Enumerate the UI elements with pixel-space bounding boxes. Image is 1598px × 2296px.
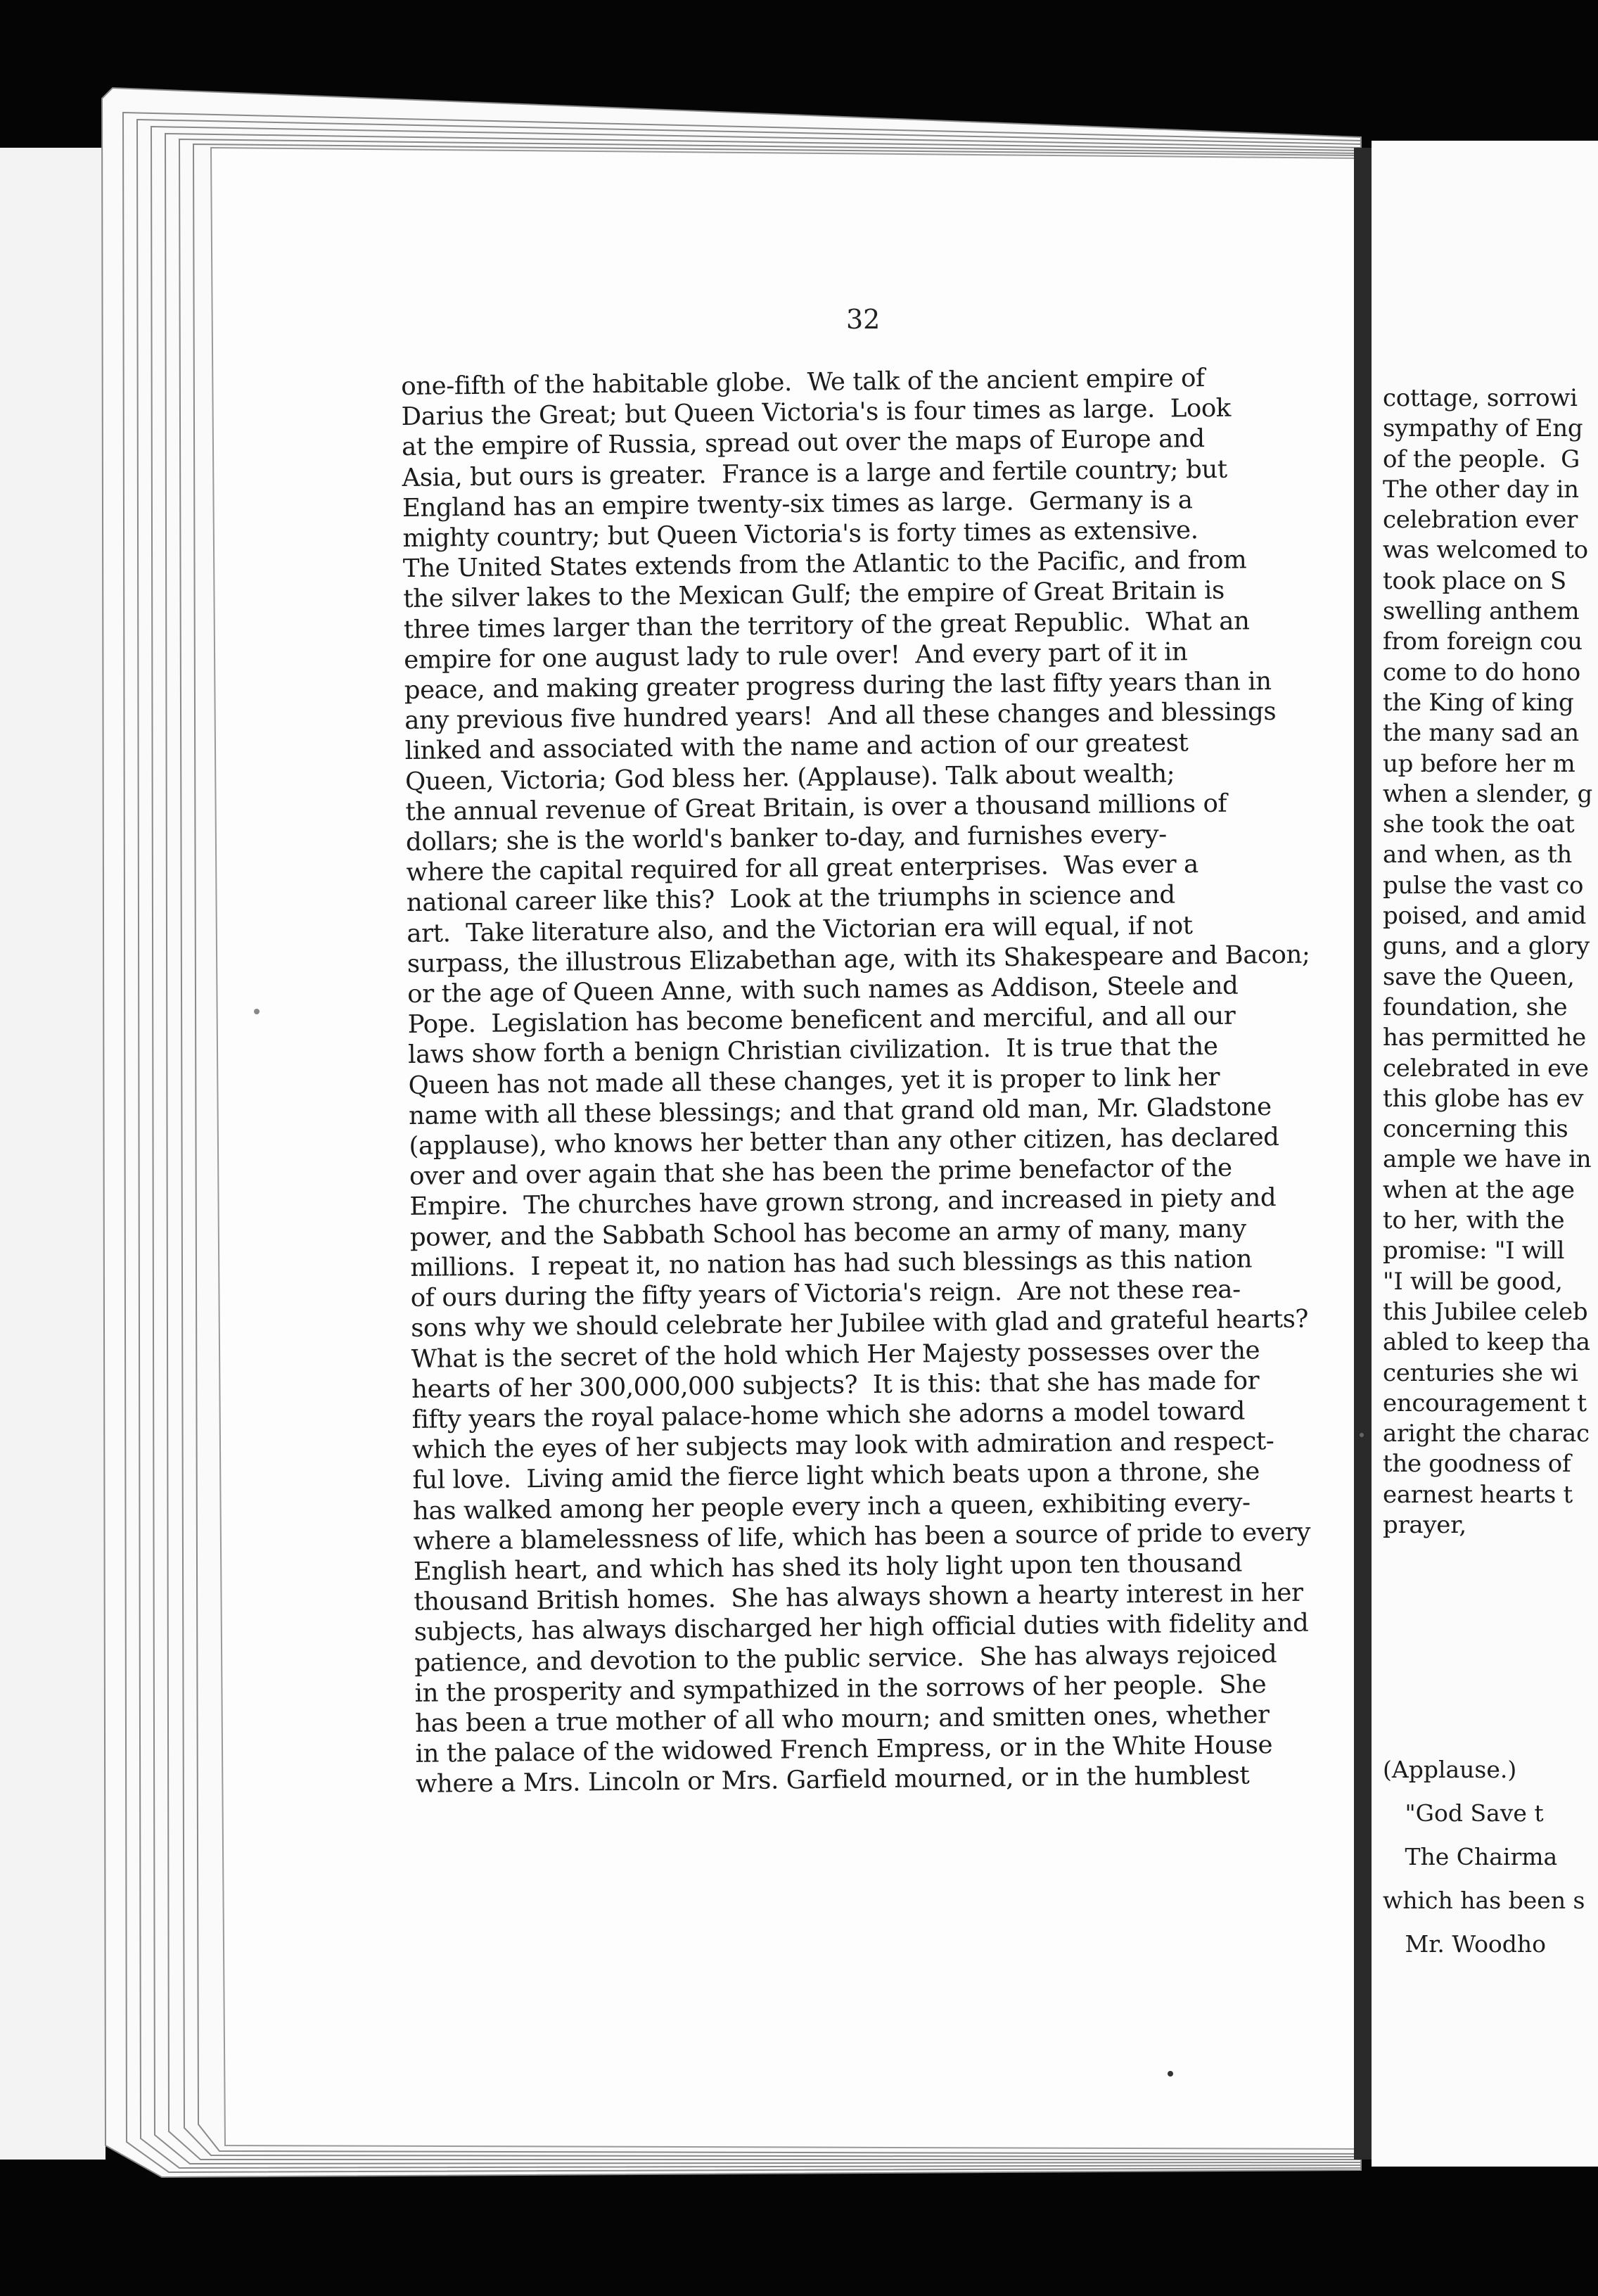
text-line: of ours during the fifty years of Victoria's reign. Are not these rea-: [410, 1275, 1241, 1313]
text-line: at the empire of Russia, spread out over the maps of Europe and: [401, 424, 1205, 462]
text-line: was welcomed to: [1383, 536, 1588, 565]
text-line: which the eyes of her subjects may look with admiration and respect-: [411, 1427, 1274, 1465]
text-line: Asia, but ours is greater. France is a large and fertile country; but: [402, 454, 1227, 492]
text-line: this Jubilee celeb: [1383, 1297, 1588, 1326]
text-line: or the age of Queen Anne, with such names as Addison, Steele and: [407, 971, 1239, 1009]
text-line: Queen has not made all these changes, yet it is proper to link her: [408, 1062, 1220, 1100]
text-line: any previous five hundred years! And all these changes and blessings: [404, 697, 1277, 736]
text-line: name with all these blessings; and that grand old man, Mr. Gladstone: [408, 1092, 1272, 1130]
text-line: (applause), who knows her better than any other citizen, has declared: [409, 1123, 1279, 1161]
text-line: foundation, she: [1383, 993, 1568, 1021]
text-line: this globe has ev: [1383, 1084, 1584, 1113]
text-line: promise: "I will: [1383, 1237, 1565, 1265]
text-line: three times larger than the territory of the great Republic. What an: [403, 606, 1250, 644]
text-line: empire for one august lady to rule over! And every part of it in: [404, 637, 1188, 675]
text-line: encouragement t: [1383, 1389, 1587, 1417]
text-line: laws show forth a benign Christian civilization. It is true that the: [407, 1032, 1218, 1070]
left-page-body-text: [401, 362, 1319, 1800]
text-line: save the Queen,: [1383, 962, 1575, 991]
text-line: millions. I repeat it, no nation has had such blessings as this nation: [410, 1244, 1253, 1282]
right-page-body-text: [1383, 383, 1592, 1541]
text-line: ful love. Living amid the fierce light which beats upon a throne, she: [412, 1457, 1260, 1495]
text-line: has been a true mother of all who mourn; and smitten ones, whether: [414, 1700, 1270, 1738]
text-line: centuries she wi: [1383, 1358, 1578, 1387]
text-line: guns, and a glory: [1383, 932, 1590, 961]
text-line: mighty country; but Queen Victoria's is forty times as extensive.: [402, 516, 1198, 554]
text-line: in the palace of the widowed French Empress, or in the White House: [415, 1730, 1273, 1769]
text-line: where a blamelessness of life, which has been a source of pride to every: [413, 1517, 1311, 1556]
text-line: fifty years the royal palace-home which she adorns a model toward: [411, 1396, 1246, 1434]
text-line: up before her m: [1383, 749, 1575, 778]
text-line: where the capital required for all great enterprises. Was ever a: [406, 850, 1199, 888]
text-line: the King of king: [1383, 688, 1574, 717]
text-line: peace, and making greater progress during the last fifty years than in: [404, 667, 1272, 706]
text-line: ample we have in: [1383, 1145, 1592, 1174]
text-line: pulse the vast co: [1383, 871, 1584, 900]
text-line: Mr. Woodho: [1383, 1930, 1547, 1958]
text-line: England has an empire twenty-six times as large. Germany is a: [402, 485, 1193, 523]
speck: [1360, 1433, 1364, 1437]
text-line: hearts of her 300,000,000 subjects? It is this: that she has made for: [411, 1366, 1260, 1404]
text-line: and when, as th: [1383, 841, 1572, 869]
text-line: come to do hono: [1383, 658, 1580, 687]
text-line: over and over again that she has been the prime benefactor of the: [409, 1153, 1232, 1192]
text-line: poised, and amid: [1383, 902, 1587, 931]
text-line: patience, and devotion to the public service. She has always rejoiced: [414, 1639, 1277, 1678]
text-line: dollars; she is the world's banker to-day, and furnishes every-: [405, 819, 1167, 857]
text-line: concerning this: [1383, 1115, 1568, 1144]
text-line: in the prosperity and sympathized in the sorrows of her people. She: [414, 1669, 1267, 1708]
text-line: swelling anthem: [1383, 597, 1580, 626]
text-line: thousand British homes. She has always shown a hearty interest in her: [414, 1578, 1303, 1617]
text-line: sympathy of Eng: [1383, 414, 1583, 443]
text-line: to her, with the: [1383, 1206, 1565, 1235]
text-line: "I will be good,: [1383, 1267, 1563, 1296]
text-line: aright the charac: [1383, 1420, 1590, 1448]
text-line: surpass, the illustrous Elizabethan age, with its Shakespeare and Bacon;: [407, 940, 1310, 978]
text-line: of the people. G: [1383, 445, 1580, 473]
text-line: which has been s: [1383, 1887, 1585, 1914]
text-line: celebration ever: [1383, 506, 1578, 535]
text-line: subjects, has always discharged her high official duties with fidelity and: [414, 1608, 1309, 1647]
text-line: one-fifth of the habitable globe. We talk of the ancient empire of: [401, 364, 1205, 401]
text-line: celebrated in eve: [1383, 1054, 1589, 1083]
text-line: Queen, Victoria; God bless her. (Applause). Talk about wealth;: [404, 759, 1175, 796]
text-line: national career like this? Look at the triumphs in science and: [406, 880, 1175, 918]
text-line: she took the oat: [1383, 810, 1575, 839]
text-line: What is the secret of the hold which Her Majesty possesses over the: [411, 1335, 1260, 1374]
text-line: cottage, sorrowi: [1383, 384, 1578, 412]
text-line: "God Save t: [1383, 1799, 1544, 1827]
text-line: power, and the Sabbath School has become an army of many, many: [409, 1214, 1246, 1252]
text-line: when at the age: [1383, 1175, 1575, 1204]
speck: [1168, 2071, 1173, 2077]
text-line: (Applause.): [1383, 1756, 1517, 1783]
text-line: the silver lakes to the Mexican Gulf; the empire of Great Britain is: [403, 576, 1225, 614]
text-line: took place on S: [1383, 566, 1566, 595]
text-line: abled to keep tha: [1383, 1328, 1590, 1357]
text-line: art. Take literature also, and the Victorian era will equal, if not: [407, 910, 1193, 948]
text-line: Pope. Legislation has become beneficent and merciful, and all our: [407, 1001, 1236, 1040]
text-line: has walked among her people every inch a queen, exhibiting every-: [412, 1487, 1251, 1526]
text-line: has permitted he: [1383, 1023, 1586, 1052]
text-line: from foreign cou: [1383, 627, 1583, 656]
text-line: The Chairma: [1383, 1843, 1558, 1870]
text-line: linked and associated with the name and action of our greatest: [404, 728, 1189, 766]
text-line: the annual revenue of Great Britain, is over a thousand millions of: [405, 789, 1227, 827]
text-line: The other day in: [1383, 475, 1579, 504]
text-line: where a Mrs. Lincoln or Mrs. Garfield mourned, or in the humblest: [415, 1761, 1250, 1799]
text-line: sons why we should celebrate her Jubilee with glad and grateful hearts?: [411, 1304, 1309, 1344]
text-line: Empire. The churches have grown strong, and increased in piety and: [409, 1183, 1277, 1222]
text-line: earnest hearts t: [1383, 1480, 1573, 1509]
text-line: The United States extends from the Atlantic to the Pacific, and from: [402, 545, 1247, 584]
page-number: 32: [846, 304, 881, 335]
text-line: Darius the Great; but Queen Victoria's is four times as large. Look: [401, 393, 1232, 432]
right-page-bottom-text: [1383, 1748, 1585, 1966]
left-page-margin: [0, 148, 106, 2160]
text-line: the goodness of: [1383, 1450, 1571, 1479]
text-line: English heart, and which has shed its holy light upon ten thousand: [413, 1548, 1243, 1586]
text-line: when a slender, g: [1383, 779, 1592, 808]
text-line: the many sad an: [1383, 719, 1579, 748]
speck: [254, 1009, 260, 1014]
text-line: prayer,: [1383, 1510, 1466, 1539]
